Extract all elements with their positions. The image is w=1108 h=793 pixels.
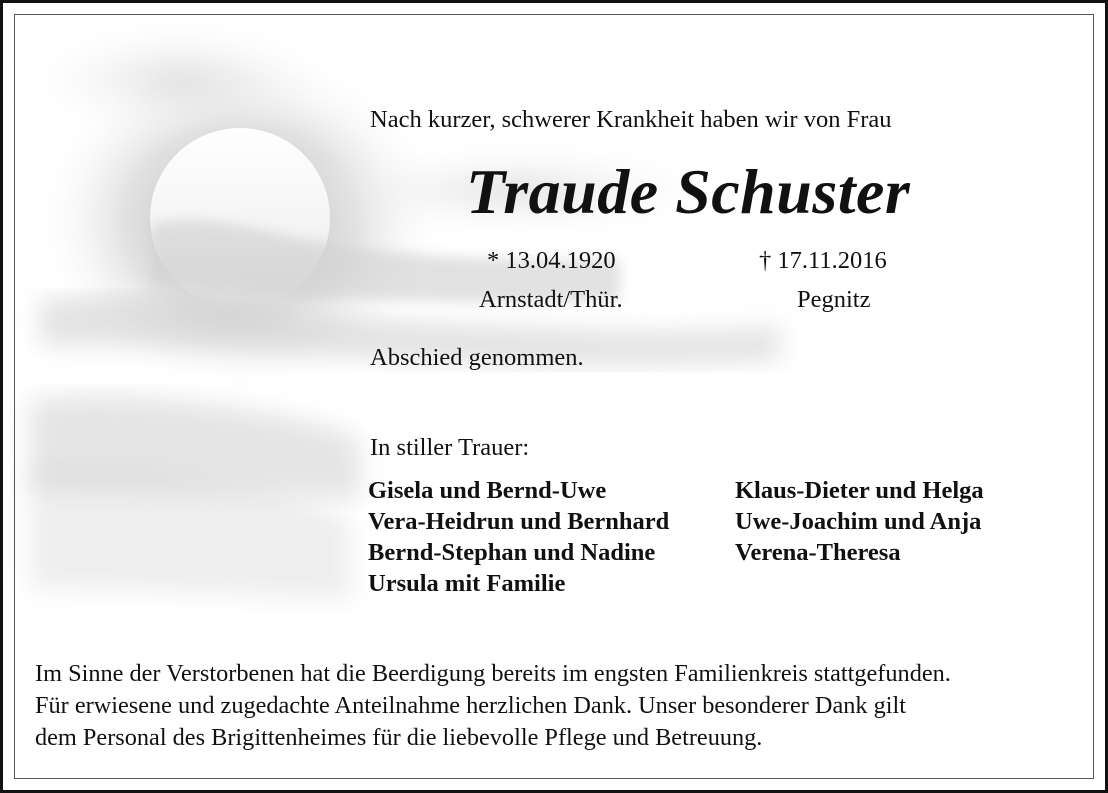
closing-line: Im Sinne der Verstorbenen hat die Beerdigung bereits im engsten Familienkreis stattgefunden.: [35, 660, 951, 687]
mourner-name: Vera-Heidrun und Bernhard: [368, 508, 670, 535]
closing-line: dem Personal des Brigittenheimes für die liebevolle Pflege und Betreuung.: [35, 724, 763, 751]
death-date: † 17.11.2016: [759, 247, 887, 274]
birth-date: * 13.04.1920: [487, 247, 616, 274]
mourner-name: Verena-Theresa: [735, 539, 901, 566]
birth-place: Arnstadt/Thür.: [479, 286, 623, 313]
mourner-name: Bernd-Stephan und Nadine: [368, 539, 656, 566]
mourning-heading: In stiller Trauer:: [370, 434, 530, 461]
farewell-text: Abschied genommen.: [370, 344, 584, 371]
mourner-name: Uwe-Joachim und Anja: [735, 508, 982, 535]
intro-text: Nach kurzer, schwerer Krankheit haben wir von Frau: [370, 106, 892, 133]
mourner-name: Gisela und Bernd-Uwe: [368, 477, 607, 504]
deceased-name: Traude Schuster: [466, 156, 911, 227]
closing-line: Für erwiesene und zugedachte Anteilnahme herzlichen Dank. Unser besonderer Dank gilt: [35, 692, 906, 719]
mourner-name: Klaus-Dieter und Helga: [735, 477, 984, 504]
mourner-name: Ursula mit Familie: [368, 570, 566, 597]
death-place: Pegnitz: [797, 286, 871, 313]
closing-paragraph: [35, 658, 951, 754]
